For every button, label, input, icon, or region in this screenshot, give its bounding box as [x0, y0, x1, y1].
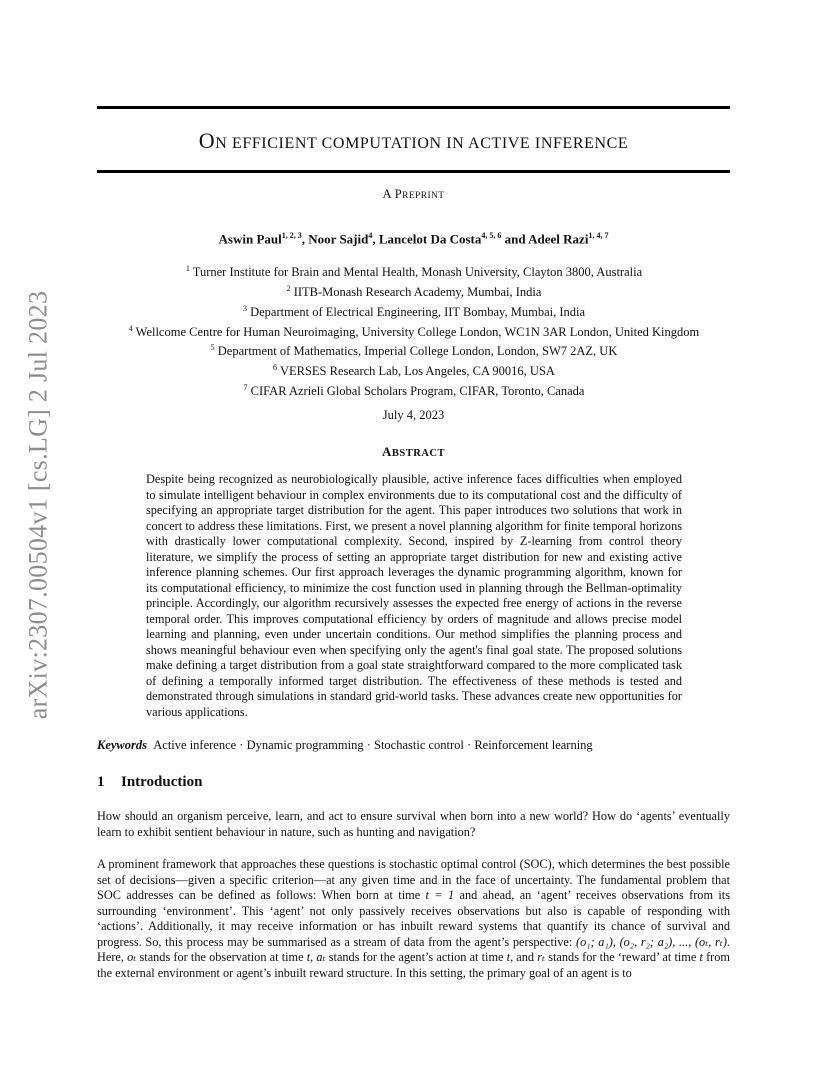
keywords: [97, 738, 730, 753]
author-affil: 1, 2, 3: [281, 231, 302, 240]
affiliation-line: $^6$ VERSES Research Lab, Los Angeles, CA 90016, USA: [273, 363, 555, 379]
keywords-label: Keywords: [97, 738, 147, 752]
math-inline: t: [506, 950, 511, 964]
paper-title: [97, 128, 730, 154]
math-inline: t: [699, 950, 703, 964]
affiliation-line: $^3$ Department of Electrical Engineering, IIT Bombay, Mumbai, India: [242, 303, 586, 319]
affiliations: [60, 261, 768, 400]
section-number: 1: [97, 774, 105, 790]
math-inline: (o₁; a₁), (o₂, r₂; a₂), ..., (oₜ, rₜ): [576, 934, 727, 949]
title-smallcaps: N EFFICIENT COMPUTATION IN ACTIVE INFERENCE: [215, 135, 629, 152]
paragraph: A prominent framework that approaches these questions is stochastic optimal control (SOC), which determines the best possible set of decisions—given a specific criterion—at any given time and in the face of uncertainty. The fundamental problem that SOC addresses can be defined as follows: When born at time t = 1 and ahead, an ‘agent’ receives observations from its surrounding ‘environment’. This ‘agent’ not only passively receives observations but also is capable of responding with ‘actions’. Additionally, it may receive information or has inbuilt reward systems that quantify its chance of survival and progress. So, this process may be summarised as a stream of data from the agent’s perspective: (o₁; a₁), (o₂, r₂; a₂), ..., (oₜ, rₜ). Here, oₜ stands for the observation at time t, aₜ stands for the agent’s action at time t, and rₜ stands for the ‘reward’ at time t from the external environment or agent’s inbuilt reward structure. In this setting, the primary goal of an agent is to: [97, 857, 730, 980]
arxiv-sidebar-stamp: [16, 265, 60, 745]
abstract-text: Despite being recognized as neurobiologically plausible, active inference faces difficulties when employed to simulate intelligent behaviour in complex environments due to its computational cost and the difficulty of specifying an appropriate target distribution for the agent. This paper introduces two solutions that work in concert to address these limitations. First, we present a novel planning algorithm for finite temporal horizons with drastically lower computational complexity. Second, inspired by Z-learning from control theory literature, we simplify the process of setting an appropriate target distribution for new and existing active inference planning schemes. Our first approach leverages the dynamic programming algorithm, known for its computational efficiency, to minimize the cost function used in planning through the Bellman-optimality principle. Accordingly, our algorithm recursively assesses the expected free energy of actions in the reverse temporal order. This improves computational efficiency by orders of magnitude and allows precise model learning and planning, even under uncertain conditions. Our method simplifies the planning process and shows meaningful behaviour even when specifying only the agent's final goal state. The proposed solutions make defining a target distribution from a goal state straightforward compared to the more complicated task of defining a temporally informed target distribution. The effectiveness of these methods is tested and demonstrated through simulations in standard grid-world tasks. These advances create new opportunities for various applications.: [146, 472, 682, 719]
author-name: Noor Sajid: [308, 231, 369, 247]
math-inline: oₜ: [127, 950, 137, 964]
author-list: Aswin Paul$^{1, 2, 3}$, Noor Sajid$^4$, Lancelot Da Costa$^{4, 5, 6}$ and Adeel Razi$^{1, 4, 7}$: [218, 231, 609, 247]
author-name: Aswin Paul: [218, 231, 282, 247]
math-inline: t = 1: [425, 888, 455, 902]
affiliation-line: $^2$ IITB-Monash Research Academy, Mumbai, India: [286, 283, 542, 300]
affiliation-line: $^5$ Department of Mathematics, Imperial College London, London, SW7 2AZ, UK: [210, 343, 618, 359]
abstract-heading: ABSTRACT: [382, 444, 445, 459]
affiliation-line: $^1$ Turner Institute for Brain and Mental Health, Monash University, Clayton 3800, Australia: [185, 264, 643, 280]
paragraph: How should an organism perceive, learn, and act to ensure survival when born into a new world? How do ‘agents’ eventually learn to exhibit sentient behaviour in nature, such as hunting and navigation?: [97, 809, 730, 839]
title-initial: O: [198, 128, 216, 153]
author-name: Lancelot Da Costa: [378, 231, 482, 247]
section-title: Introduction: [121, 774, 203, 790]
math-inline: rₜ: [537, 950, 546, 964]
author-name: Adeel Razi: [528, 231, 589, 247]
math-inline: t: [306, 950, 311, 964]
publication-date: July 4, 2023: [382, 408, 445, 422]
arxiv-identifier: arXiv:2307.00504v1 [cs.LG] 2 Jul 2023: [23, 290, 52, 720]
affiliation-line: $^4$ Wellcome Centre for Human Neuroimaging, University College London, WC1N 3AR London, United Kingdom: [128, 323, 700, 339]
section-heading: [97, 774, 202, 791]
title-rule-bottom: [97, 170, 730, 173]
author-affil: 4: [368, 231, 373, 240]
math-inline: aₜ: [316, 950, 326, 964]
keywords-list: Active inference · Dynamic programming · Stochastic control · Reinforcement learning: [153, 738, 593, 752]
author-affil: 4, 5, 6: [481, 231, 502, 240]
author-affil: 1, 4, 7: [588, 231, 609, 240]
preprint-label: A PREPRINT: [382, 187, 445, 201]
title-rule-top: [97, 106, 730, 109]
affiliation-line: $^7$ CIFAR Azrieli Global Scholars Program, CIFAR, Toronto, Canada: [243, 383, 585, 399]
